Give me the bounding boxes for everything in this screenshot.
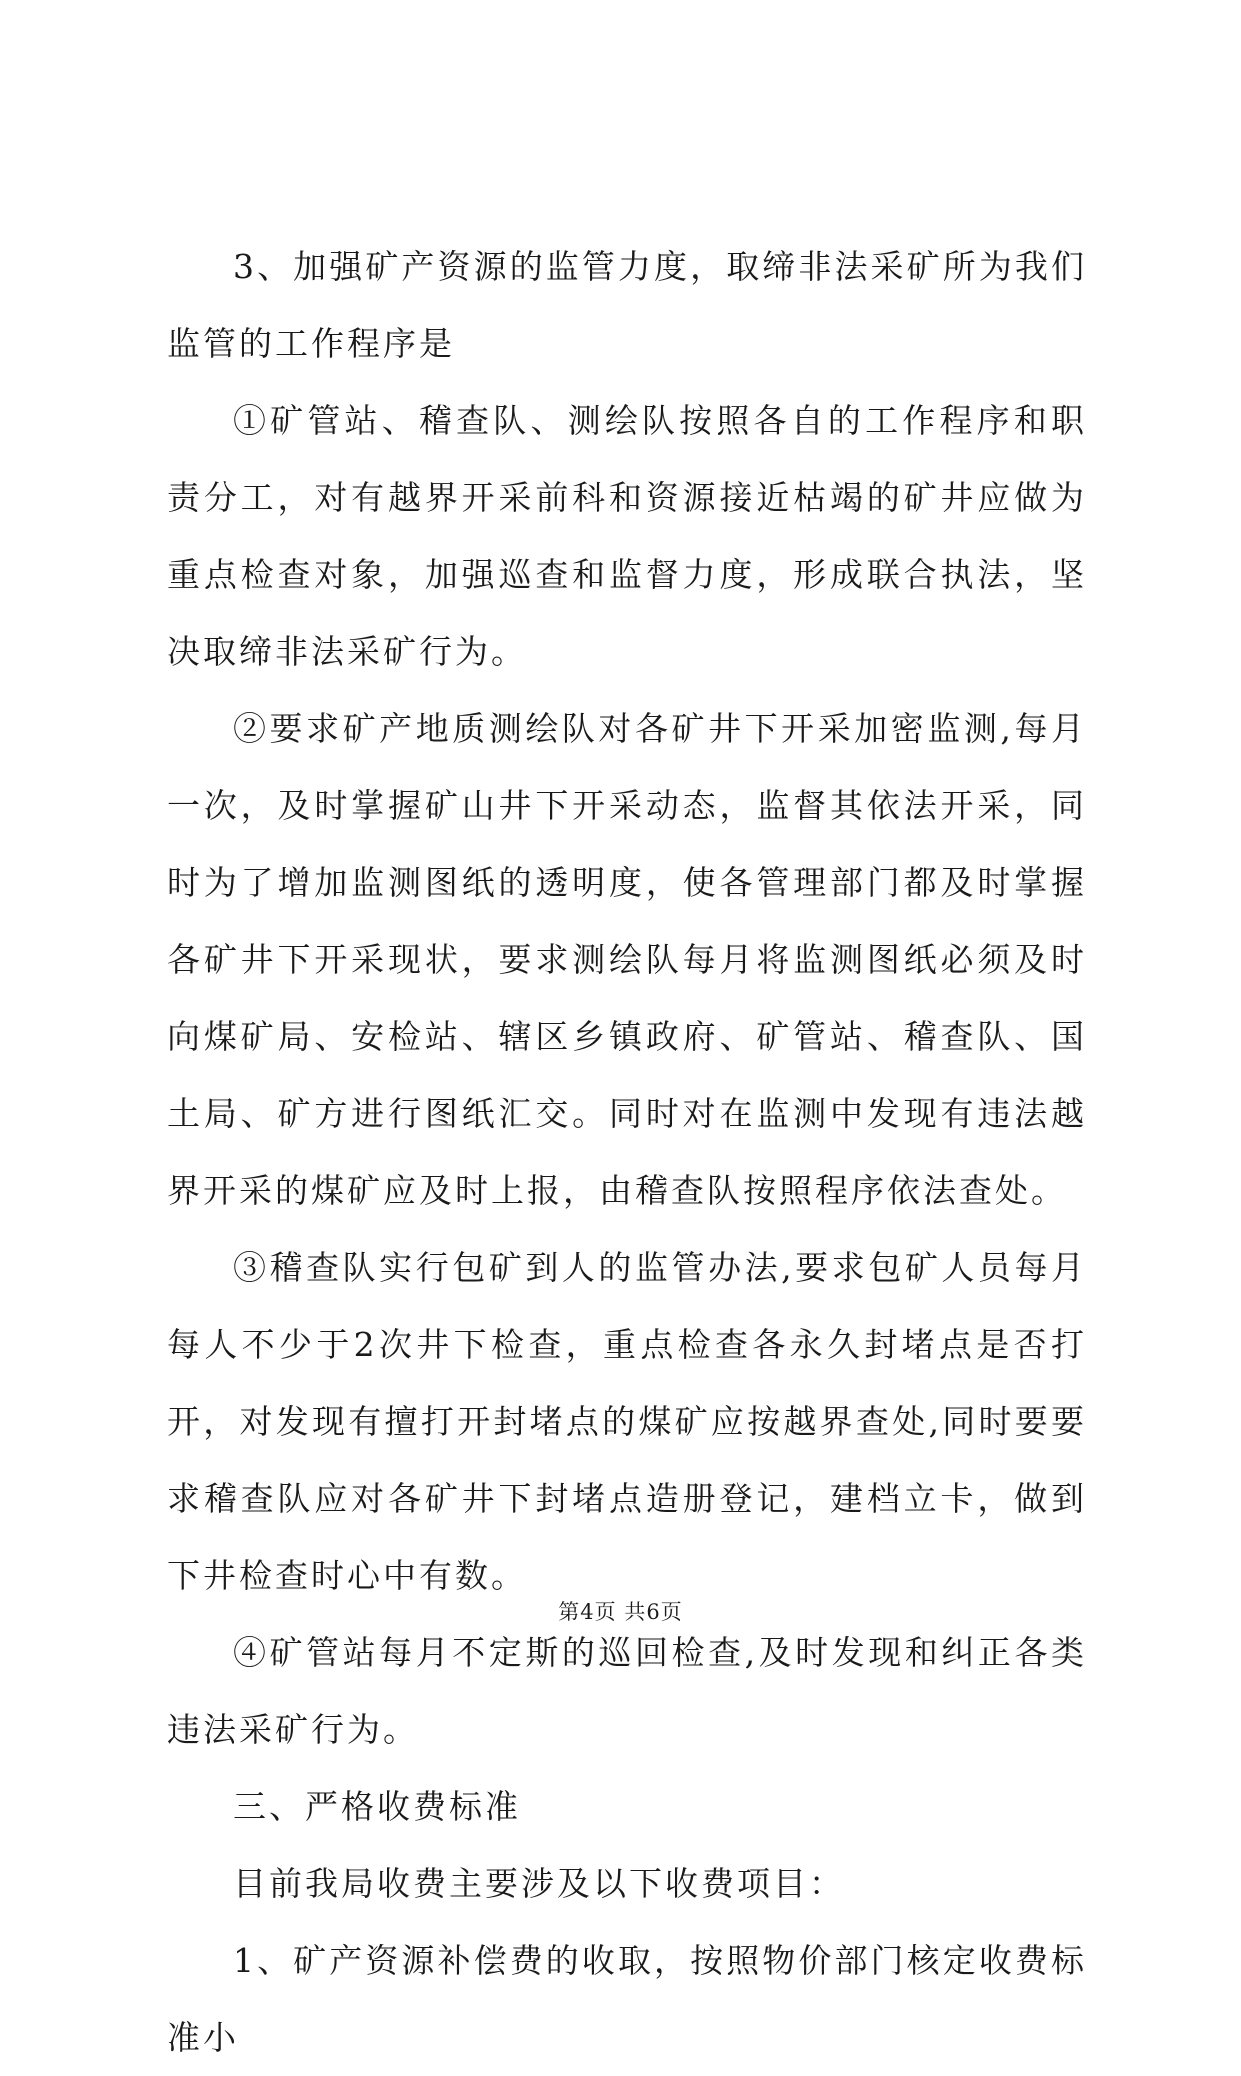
- section-heading: 三、严格收费标准: [233, 1787, 521, 1826]
- paragraph-item-3: 3、加强矿产资源的监管力度，取缔非法采矿所为我们监管的工作程序是: [167, 247, 1087, 363]
- page-number-footer: 第4页 共6页: [558, 1600, 683, 1624]
- paragraph-item-1: 1、矿产资源补偿费的收取，按照物价部门核定收费标准小: [167, 1941, 1087, 2057]
- paragraph-step-2: ②要求矿产地质测绘队对各矿井下开采加密监测,每月一次，及时掌握矿山井下开采动态，监督其依法开采，同时为了增加监测图纸的透明度，使各管理部门都及时掌握各矿井下开采现状，要求测绘队每月将监测图纸必须及时向煤矿局、安检站、辖区乡镇政府、矿管站、稽查队、国土局、矿方进行图纸汇交。同时对在监测中发现有违法越界开采的煤矿应及时上报，由稽查队按照程序依法查处。: [167, 709, 1087, 1210]
- paragraph-step-3: ③稽查队实行包矿到人的监管办法,要求包矿人员每月每人不少于2次井下检查，重点检查各永久封堵点是否打开，对发现有擅打开封堵点的煤矿应按越界查处,同时要要求稽查队应对各矿井下封堵点造册登记，建档立卡，做到下井检查时心中有数。: [167, 1248, 1087, 1595]
- document-body: [167, 228, 1087, 2076]
- paragraph-step-4: ④矿管站每月不定斯的巡回检查,及时发现和纠正各类违法采矿行为。: [167, 1633, 1087, 1749]
- paragraph-step-1: ①矿管站、稽查队、测绘队按照各自的工作程序和职责分工，对有越界开采前科和资源接近枯竭的矿井应做为重点检查对象，加强巡查和监督力度，形成联合执法，坚决取缔非法采矿行为。: [167, 401, 1087, 671]
- paragraph-intro: 目前我局收费主要涉及以下收费项目：: [233, 1864, 845, 1903]
